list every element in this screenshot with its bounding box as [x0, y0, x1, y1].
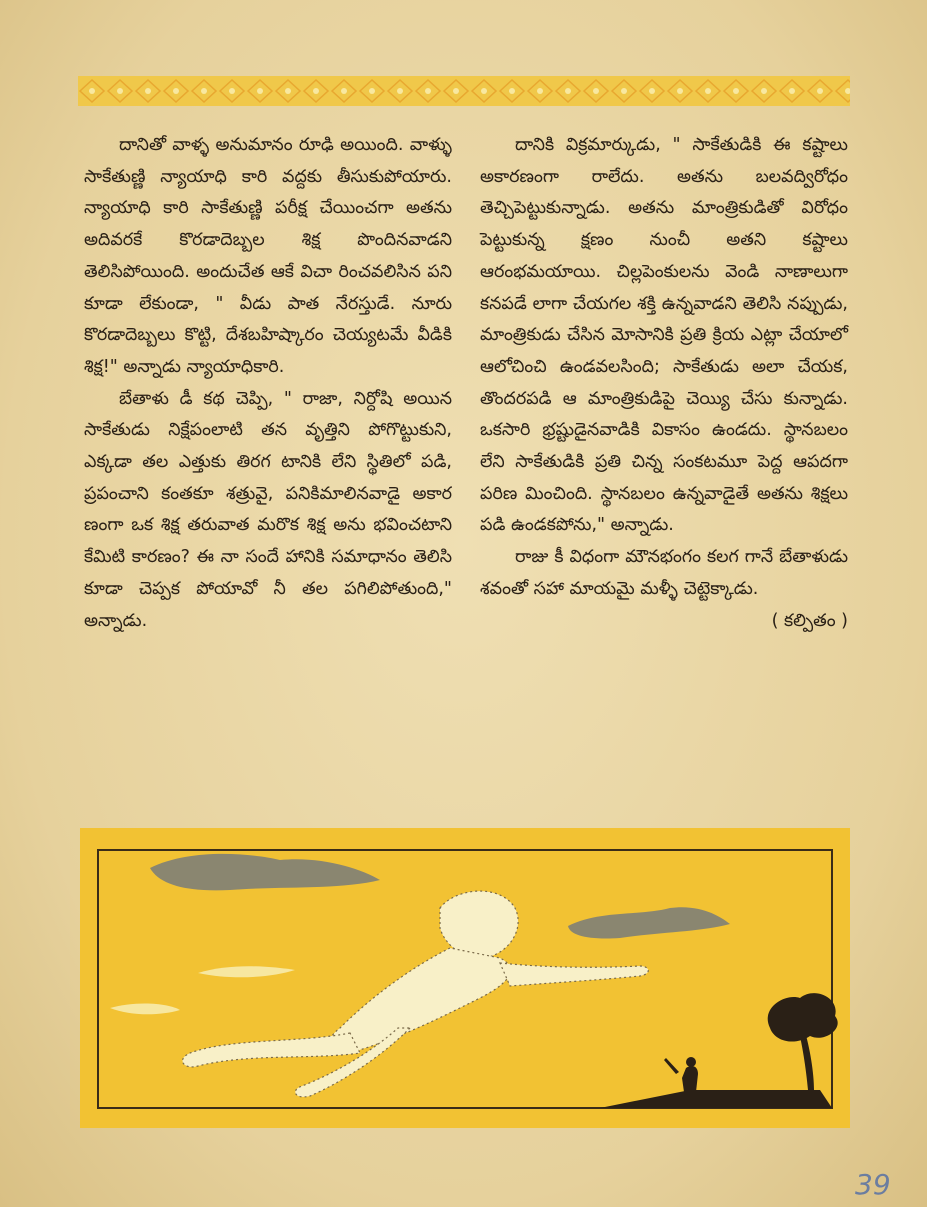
- band-dot: [341, 88, 347, 94]
- band-dot: [705, 88, 711, 94]
- band-dot: [369, 88, 375, 94]
- band-dot: [537, 88, 543, 94]
- band-dot: [677, 88, 683, 94]
- band-dot: [733, 88, 739, 94]
- page-number: 39: [855, 1168, 891, 1201]
- band-dot: [761, 88, 767, 94]
- band-dot: [425, 88, 431, 94]
- band-dot: [145, 88, 151, 94]
- band-dot: [117, 88, 123, 94]
- band-dot: [593, 88, 599, 94]
- band-dot: [481, 88, 487, 94]
- signature: ( కల్పితం ): [771, 610, 848, 631]
- band-dot: [257, 88, 263, 94]
- paragraph: దానికి విక్రమార్కుడు, " సాకేతుడికి ఈ కష్టాలు అకారణంగా రాలేదు. అతను బలవద్విరోధం తెచ్చిపెట్టుకున్నాడు. అతను మాంత్రికుడితో విరోధం పెట్టుకున్న క్షణం నుంచీ అతని కష్టాలు ఆరంభమయాయి. చిల్లపెంకులను వెండి నాణాలుగా కనపడే లాగా చేయగల శక్తి ఉన్నవాడని తెలిసి నప్పుడు, మాంత్రికుడు చేసిన మోసానికి ప్రతి క్రియ ఎట్లా చేయాలో ఆలోచించి ఉండవలసింది; సాకేతుడు అలా చేయక, తొందరపడి ఆ మాంత్రికుడిపై చెయ్యి చేసు కున్నాడు. ఒకసారి భ్రష్టుడైనవాడికి వికాసం ఉండదు. స్థానబలం లేని సాకేతుడికి ప్రతి చిన్న సంకటమూ పెద్ద ఆపదగా పరిణ మించింది. స్థానబలం ఉన్నవాడైతే అతను శిక్షలు పడి ఉండకపోను," అన్నాడు.: [480, 135, 848, 536]
- decorative-border-band: [78, 76, 850, 106]
- illustration-flying-vetala: [80, 828, 850, 1128]
- band-dot: [201, 88, 207, 94]
- band-dot: [621, 88, 627, 94]
- left-column: [84, 130, 452, 637]
- band-dot: [789, 88, 795, 94]
- band-dot: [817, 88, 823, 94]
- paragraph: దానితో వాళ్ళ అనుమానం రూఢి అయింది. వాళ్ళు సాకేతుణ్ణి న్యాయాధి కారి వద్దకు తీసుకుపోయారు. న్యాయాధి కారి సాకేతుణ్ణి పరీక్ష చేయించగా అతను అదివరకే కొరడాదెబ్బల శిక్ష పొందినవాడని తెలిసిపోయింది. అందుచేత ఆకే విచా రించవలిసిన పని కూడా లేకుండా, " వీడు పాత నేరస్తుడే. నూరు కొరడాదెబ్బలు కొట్టి, దేశబహిష్కారం చెయ్యటమే వీడికి శిక్ష!" అన్నాడు న్యాయాధికారి.: [84, 135, 452, 377]
- right-column: [480, 130, 848, 637]
- band-dot: [397, 88, 403, 94]
- band-dot: [509, 88, 515, 94]
- band-dot: [89, 88, 95, 94]
- band-dot: [649, 88, 655, 94]
- band-dot: [285, 88, 291, 94]
- paragraph: బేతాళు డీ కథ చెప్పి, " రాజా, నిర్దోషి అయిన సాకేతుడు నిక్షేపంలాటి తన వృత్తిని పోగొట్టుకుని, ఎక్కడా తల ఎత్తుకు తిరగ టానికి లేని స్థితిలో పడి, ప్రపంచాని కంతకూ శత్రువై, పనికిమాలినవాడై అకార ణంగా ఒక శిక్ష తరువాత మరొక శిక్ష అను భవించటాని కేమిటి కారణం? ఈ నా సందే హానికి సమాధానం తెలిసి కూడా చెప్పక పోయావో నీ తల పగిలిపోతుంది," అన్నాడు.: [84, 388, 452, 631]
- band-dot: [453, 88, 459, 94]
- paragraph: రాజు కీ విధంగా మౌనభంగం కలగ గానే బేతాళుడు శవంతో సహా మాయమై మళ్ళీ చెట్టెక్కాడు.: [480, 547, 848, 599]
- band-dot: [173, 88, 179, 94]
- band-dot: [229, 88, 235, 94]
- band-dot: [565, 88, 571, 94]
- band-dot: [313, 88, 319, 94]
